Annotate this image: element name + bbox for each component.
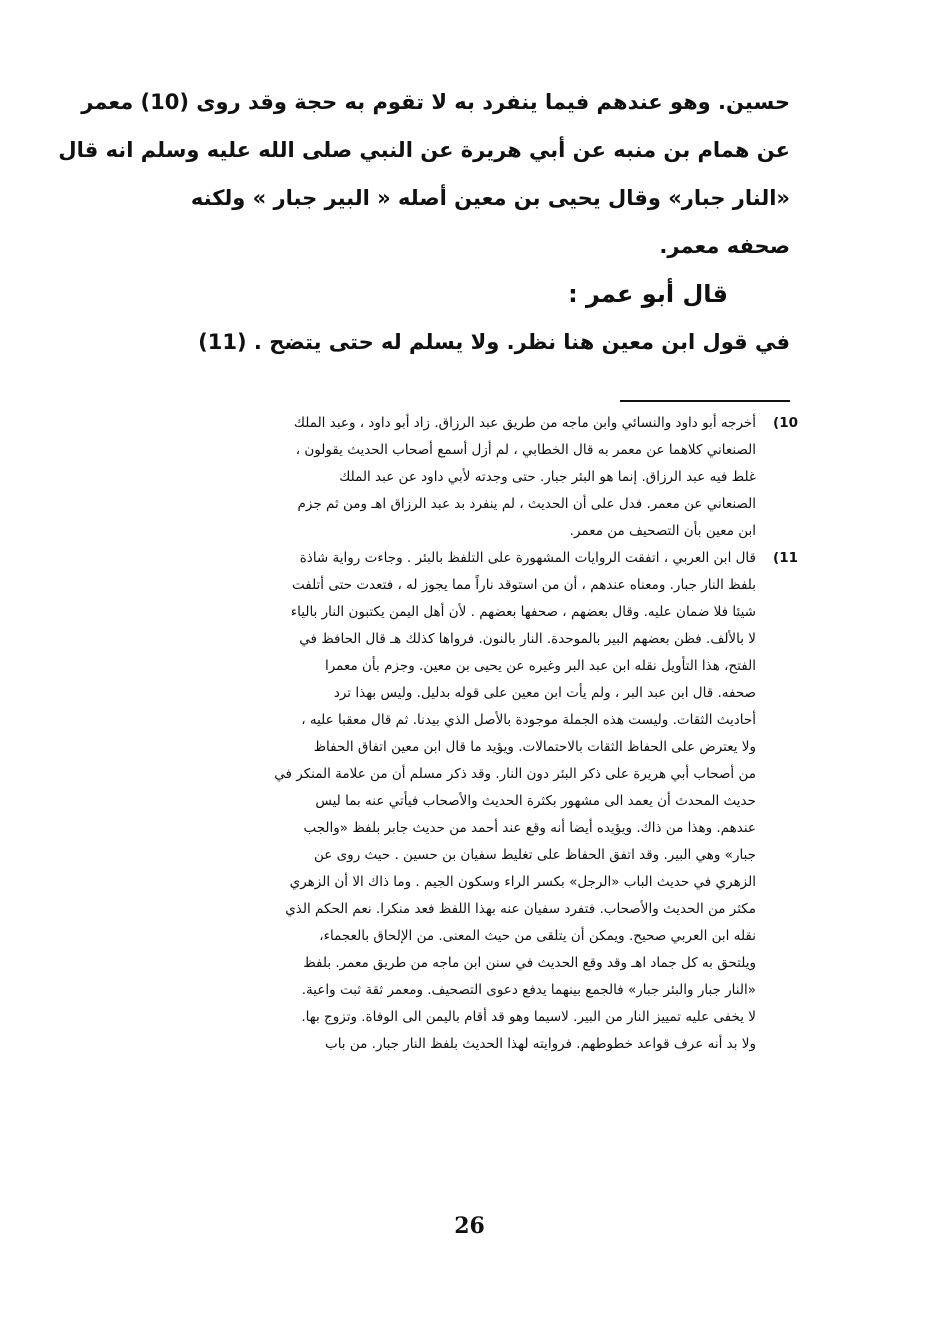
footnote-line: أخرجه أبو داود والنسائي وابن ماجه من طريق عبد الرزاق. زاد أبو داود ، وعبد الملك	[293, 415, 756, 431]
footnote-line: مكثر من الحديث والأصحاب. فتفرد سفيان عنه بهذا اللفظ فعد منكرا. نعم الحكم الذي	[285, 901, 756, 917]
footnote-line: لا يخفى عليه تمييز النار من البير. لاسيما وهو قد أقام باليمن الى الوفاة. وتزوج بها.	[301, 1009, 756, 1025]
footnote-line: من أصحاب أبي هريرة على ذكر البئر دون النار. وقد ذكر مسلم أن من علامة المنكر في	[274, 766, 756, 782]
footnote-line: نقله ابن العربي صحيح. ويمكن أن يتلقى من حيث المعنى. من الإلحاق بالعجماء،	[319, 928, 756, 944]
footnote-line: ابن معين بأن التصحيف من معمر.	[569, 523, 756, 539]
footnote-line: أحاديث الثقات. وليست هذه الجملة موجودة بالأصل الذي بيدنا. ثم قال معقبا عليه ،	[301, 712, 756, 728]
footnote	[148, 545, 798, 1058]
footnote-line: شيئا فلا ضمان عليه. وقال بعضهم ، صحفها بعضهم . لأن أهل اليمن يكتبون النار بالياء	[290, 604, 756, 620]
main-line: «النار جبار» وقال يحيى بن معين أصله « البير جبار » ولكنه	[190, 186, 790, 210]
footnote-line: صحفه. قال ابن عبد البر ، ولم يأت ابن معين على قوله بدليل. وليس بهذا ترد	[333, 685, 756, 701]
footnote-line: الصنعاني كلاهما عن معمر به قال الخطابي ، لم أزل أسمع أصحاب الحديث يقولون ،	[295, 442, 756, 458]
footnote-line: ولا بد أنه عرف قواعد خطوطهم. فروايته لهذا الحديث بلفظ النار جبار. من باب	[324, 1036, 756, 1052]
footnote-line: حديث المحدث أن يعمد الى مشهور بكثرة الحديث والأصحاب فيأتي عنه بما ليس	[315, 793, 756, 809]
footnote-line: بلفظ النار جبار. ومعناه عندهم ، أن من استوقد ناراً مما يجوز له ، فتعدت حتى أتلفت	[292, 577, 756, 593]
footnote-divider	[620, 400, 790, 402]
footnote-number: (11	[773, 550, 798, 566]
main-closing-line: في قول ابن معين هنا نظر. ولا يسلم له حتى يتضح . (11)	[198, 330, 790, 354]
footnote-line: «النار جبار والبئر جبار» فالجمع بينهما يدفع دعوى التصحيف. ومعمر ثقة ثبت واعية.	[301, 982, 756, 998]
footnote-line: عندهم. وهذا من ذاك. ويؤيده أيضا أنه وقع عند أحمد من حديث جابر بلفظ «والجب	[303, 820, 756, 836]
footnote-line: قال ابن العربي ، اتفقت الروايات المشهورة على التلفظ بالبئر . وجاءت رواية شاذة	[299, 550, 756, 566]
footnote-line: الصنعاني عن معمر. فدل على أن الحديث ، لم ينفرد بد عبد الرزاق اهـ ومن ثم جزم	[297, 496, 756, 512]
footnote-line: ويلتحق به كل جماد اهـ وقد وقع الحديث في سنن ابن ماجه من طريق معمر. بلفظ	[303, 955, 756, 971]
main-line: عن همام بن منبه عن أبي هريرة عن النبي صلى الله عليه وسلم انه قال	[58, 138, 790, 162]
footnote-number: (10	[773, 415, 798, 431]
footnote-line: غلط فيه عبد الرزاق. إنما هو البئر جبار. حتى وجدته لأبي داود عن عبد الملك	[339, 469, 756, 485]
main-text	[58, 78, 790, 366]
footnote-line: جبار» وهي البير. وقد اتفق الحفاظ على تغليط سفيان بن حسين . حيث روى عن	[313, 847, 756, 863]
footnote-line: ولا يعترض على الحفاظ الثقات بالاحتمالات. ويؤيد ما قال ابن معين اتفاق الحفاظ	[313, 739, 756, 755]
footnote	[148, 410, 798, 545]
footnote-line: الفتح، هذا التأويل نقله ابن عبد البر وغيره عن يحيى بن معين. وجزم بأن معمرا	[324, 658, 756, 674]
page-number: 26	[454, 1213, 485, 1239]
footnote-line: الزهري في حديث الباب «الرجل» بكسر الراء وسكون الجيم . وما ذاك الا أن الزهري	[289, 874, 756, 890]
footnote-line: لا بالألف. فظن بعضهم البير بالموحدة. النار بالنون. فرواها كذلك هـ قال الحافظ في	[299, 631, 756, 647]
main-line: حسين. وهو عندهم فيما ينفرد به لا تقوم به حجة وقد روى (10) معمر	[81, 90, 790, 114]
footnotes	[148, 410, 798, 1058]
main-line: صحفه معمر.	[659, 234, 790, 258]
section-heading: قال أبو عمر :	[568, 280, 728, 308]
